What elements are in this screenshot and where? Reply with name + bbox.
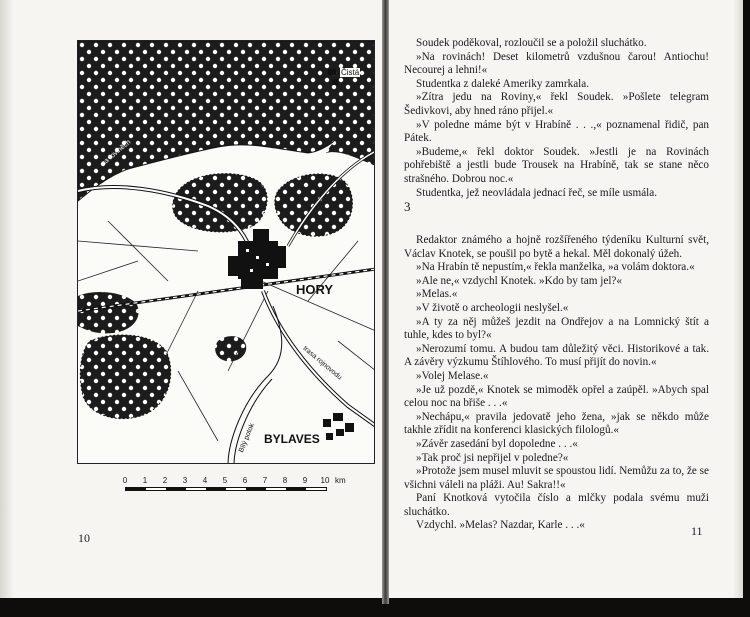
paragraph: Studentka, jež neovládala jednací řeč, se míle usmála. [416,186,658,199]
forest-west [78,292,139,333]
paragraph: »V poledne máme být v Hrabíně . . .,« poznamenal řidič, pan Pátek. [404,118,709,145]
paragraph: Studentka z daleké Ameriky zamrkala. [416,77,590,90]
scale-tick: 9 [302,476,308,485]
paragraph: »Nechápu,« pravila jedovatě jeho žena, »jak se někdo může takhle zřídit na konferenci klasických filologů.« [404,410,709,437]
paragraph: »Zítra jedu na Roviny,« řekl Soudek. »Pošlete telegram Šedivkovi, aby hned ráno přijel.« [404,91,709,117]
scale-tick: 0 [122,476,128,485]
map-label-road: na roviněch [100,138,133,168]
map-label-stream: Bílý potok [238,422,257,454]
scale-tick: 10 [320,476,330,485]
paragraph: »V životě o archeologii neslyšel.« [416,301,569,314]
scale-tick: 3 [182,476,188,485]
paragraph: »Budeme,« řekl doktor Soudek. »Jestli je na Rovinách pohřebiště a jestli bude Trousek na Hrabíně, tak se stane něco strašného. Dobrou noc.« [404,145,709,185]
paragraph: Redaktor známého a hojně rozšířeného týdeníku Kulturní svět, Václav Knotek, se poušil po bytě a hekal. Měl dokonalý úžeh. [404,234,709,260]
scale-tick: 1 [142,476,148,485]
paragraph: »Tak proč jsi nepřijel v poledne?« [416,451,569,464]
paragraph: Paní Knotková vytočila číslo a mlčky podala svému muži sluchátko. [404,492,709,518]
paragraph: »Na rovinách! Deset kilometrů vzdušnou čarou! Antiochu! Necourej a lehni!« [404,50,709,77]
book-gutter [382,0,389,604]
scale-tick: 7 [262,476,268,485]
page-number-left: 10 [78,531,90,545]
paragraph: Vzdychl. »Melas? Nazdar, Karle . . .« [416,519,585,532]
forest-middle [173,174,267,232]
scale-unit: km [335,476,346,485]
page-number-right: 11 [691,524,703,538]
paragraph: Soudek poděkoval, rozloučil se a položil sluchátko. [416,37,647,49]
map-label-cista: Čistá [341,68,360,77]
text-top [404,37,709,214]
text-bottom [404,234,709,533]
paragraph: »Melas.« [416,288,458,301]
paragraph: »Volej Melase.« [416,369,489,382]
paragraph: »Závěr zasedání byl dopoledne . . .« [416,437,578,450]
paragraph: »Na Hrabín tě nepustím,« řekla manželka, »a volám doktora.« [416,261,695,274]
forest-small [215,336,246,361]
scale-tick: 2 [162,476,168,485]
paragraph: »Protože jsem musel mluvit se spoustou lidí. Nemůžu za to, že se všichni váleli na pláži. Au! Sakra!!« [404,465,709,491]
paragraph: »A ty za něj můžeš jezdit na Ondřejov a na Lomnický štít a tuhle, kdes to byl?« [404,315,709,342]
village-bylaves [323,413,354,440]
map-label-hory: HORY [296,282,334,297]
scale-tick: 4 [202,476,208,485]
chapter-number: 3 [404,199,411,215]
map-scale [123,476,353,496]
scale-tick: 5 [222,476,228,485]
map-label-bylaves: BYLAVES [264,432,320,446]
paragraph: »Ale ne,« vzdychl Knotek. »Kdo by tam jel?« [416,274,622,287]
paragraph: »Nerozumí tomu. A budou tam důležitý věci. Historikové a tak. A závěry výzkumu Štíhlového. To musí přijít do novin.« [404,342,709,369]
paragraph: »Je už pozdě,« Knotek se mimoděk opřel a zaúpěl. »Abych spal celou noc na břiše . . .« [404,383,709,410]
map-drawing [78,41,375,464]
scale-tick: 6 [242,476,248,485]
map-illustration [77,40,375,464]
forest-southwest [80,335,170,419]
map-label-route: trasa rojnovodu [301,345,343,382]
scale-tick: 8 [282,476,288,485]
scale-bar [125,487,327,491]
